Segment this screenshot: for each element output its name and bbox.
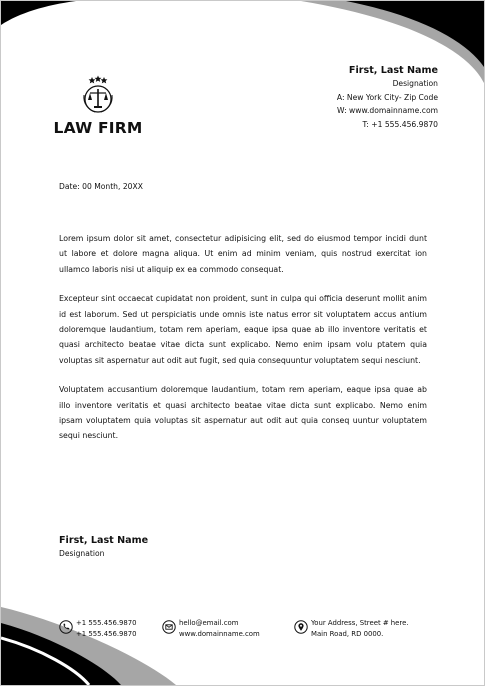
email-icon (162, 620, 176, 634)
signature-designation: Designation (59, 548, 105, 558)
header-contact-designation: Designation (392, 79, 438, 88)
location-pin-icon (294, 620, 308, 634)
header-contact-phone: T: +1 555.456.9870 (362, 119, 438, 129)
footer-phone (59, 618, 137, 640)
footer-email (162, 618, 260, 640)
top-left-arc (1, 1, 76, 25)
firm-name: LAW FIRM (53, 119, 143, 137)
signature-name: First, Last Name (59, 535, 149, 546)
footer-email-line-1: hello@email.com (179, 619, 239, 627)
phone-icon (59, 620, 73, 634)
footer-address-line-1: Your Address, Street # here. (311, 619, 409, 627)
footer-email-line-2: www.domainname.com (179, 630, 260, 638)
letter-paragraph-1: Lorem ipsum dolor sit amet, consectetur adipisicing elit, sed do eiusmod tempor incidi dunt ut labore et dolore magna aliqua. Ut enim ad minim veniam, quis nostrud exercitat ion ullamco laboris nisi ut aliquip ex ea commodo consequat. (59, 234, 427, 274)
header-contact-address: A: New York City- Zip Code (336, 92, 438, 102)
firm-logo (51, 75, 145, 137)
header-contact-website: W: www.domainname.com (337, 106, 438, 115)
footer-phone-line-1: +1 555.456.9870 (76, 619, 137, 627)
scales-of-justice-icon (78, 75, 118, 115)
letter-paragraph-2: Excepteur sint occaecat cupidatat non proident, sunt in culpa qui officia deserunt mollit anim id est laborum. Sed ut perspiciatis unde omnis iste natus error sit voluptatem accus antium doloremque laudantium, totam rem aperiam, eaque ipsa quae ab illo inventore veritatis et quasi architecto beatae vitae dicta sunt explicabo. Nemo enim ipsam volu ptatem quia voluptas sit aspernatur aut odit aut fugit, sed quia consequuntur voluptatem sequi nesciunt. (59, 294, 427, 365)
footer-address (294, 618, 409, 640)
header-contact-block (337, 64, 438, 131)
footer-phone-line-2: +1 555.456.9870 (76, 630, 137, 638)
letter-paragraph-3: Voluptatem accusantium doloremque laudantium, totam rem aperiam, eaque ipsa quae ab illo inventore veritatis et quasi architecto beatae vitae dicta sunt explicabo. Nemo enim ipsam voluptatem quia voluptas sit aspernatur aut odit aut quia conseq uuntur voluptatem sequi nesciunt. (59, 385, 427, 441)
letter-date: Date: 00 Month, 20XX (59, 182, 143, 191)
header-contact-name: First, Last Name (348, 65, 438, 76)
footer-address-line-2: Main Road, RD 0000. (311, 630, 384, 638)
letter-body (59, 231, 427, 458)
stars-icon (89, 76, 108, 84)
signature-block (59, 535, 148, 560)
